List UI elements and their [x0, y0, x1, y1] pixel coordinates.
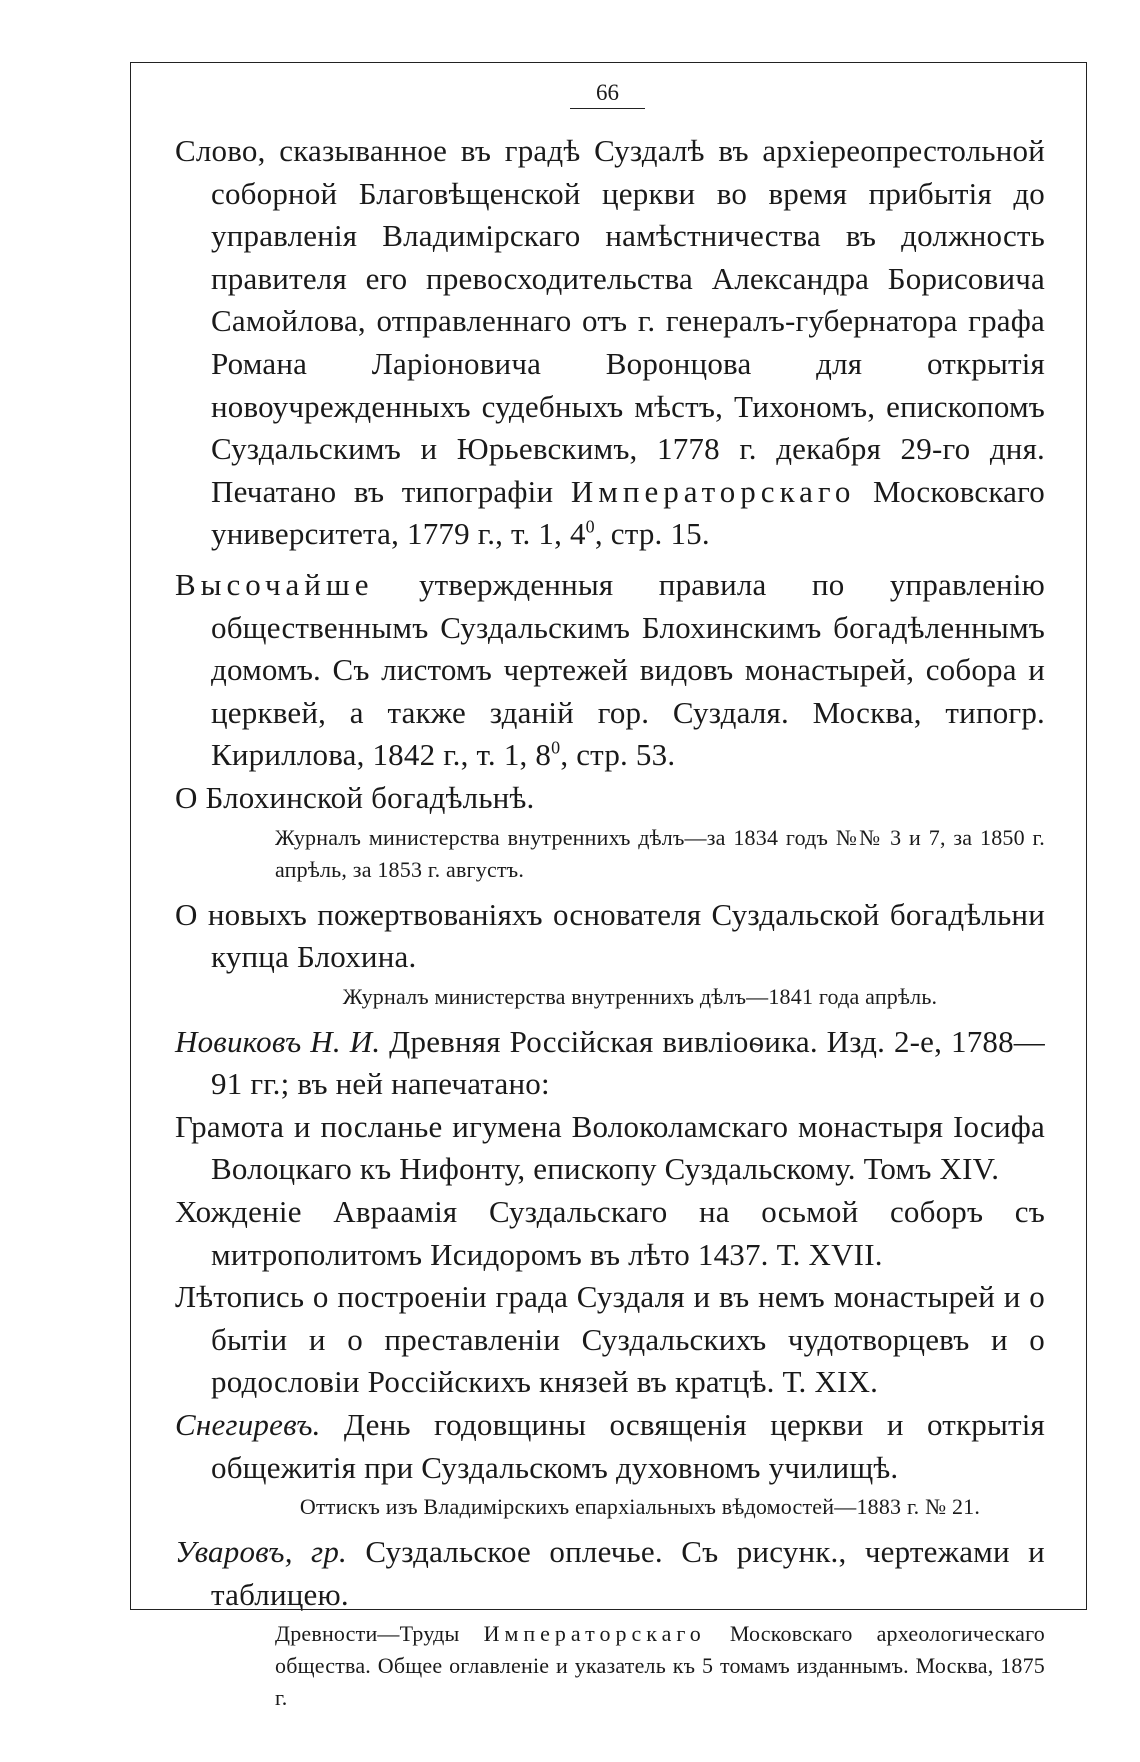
author-name: Новиковъ Н. И. [175, 1023, 381, 1059]
bibliography-list [175, 130, 1045, 1718]
page-number: 66 [570, 80, 645, 109]
bibliography-entry: Грамота и посланье игумена Волоколамскаго монастыря Іосифа Волоцкаго къ Нифонту, епископу Суздальскому. Томъ XIV. [175, 1108, 1045, 1187]
bibliography-note: Древности—Труды Императорскаго Московскаго археологическаго общества. Общее оглавленіе и указатель къ 5 томамъ изданнымъ. Москва, 1875 г. [275, 1621, 1045, 1711]
bibliography-entry: О Блохинской богадѣльнѣ. [175, 779, 535, 815]
bibliography-entry: Высочайше утвержденныя правила по управленію общественнымъ Суздальскимъ Блохинскимъ богадѣленнымъ домомъ. Съ листомъ чертежей видовъ монастырей, собора и церквей, а также зданій гор. Суздаля. Москва, типогр. Кириллова, 1842 г., т. 1, $8^0$, стр. 53. [175, 566, 1045, 773]
bibliography-entry: Хожденіе Авраамія Суздальскаго на осьмой соборъ съ митрополитомъ Исидоромъ въ лѣто 1437. Т. XVII. [175, 1194, 1045, 1272]
bibliography-entry: Слово, сказываннoe въ градѣ Суздалѣ въ архіереопрестольной соборной Благовѣщенской церкви во время прибытія до управленія Владимірскаго намѣстничества въ должность правителя его превосходительства Александра Борисовича Самойлова, отправленнаго отъ г. генералъ-губернатора графа Романа Ларіоновича Воронцова для открытія новоучрежденныхъ судебныхъ мѣстъ, Тихономъ, епископомъ Суздальскимъ и Юрьевскимъ, 1778 г. декабря 29-го дня. Печатано въ типографіи Императорскаго Московскаго университета, 1779 г., т. 1, $4^0$, стр. 15. [175, 133, 1045, 552]
bibliography-entry: Уваровъ, гр. Суздальское оплечье. Съ рисунк., чертежами и таблицею. [175, 1534, 1045, 1612]
bibliography-note: Оттискъ изъ Владимірскихъ епархіальныхъ вѣдомостей—1883 г. № 21. [299, 1494, 981, 1520]
author-name: Снегиревъ. [175, 1407, 321, 1443]
bibliography-note: Журналъ министерства внутреннихъ дѣлъ—за 1834 годъ №№ 3 и 7, за 1850 г. апрѣль, за 1853 г. августъ. [275, 824, 1045, 882]
bibliography-note: Журналъ министерства внутреннихъ дѣлъ—1841 года апрѣль. [342, 983, 938, 1009]
bibliography-entry: Снегиревъ. День годовщины освященія церкви и открытія общежитія при Суздальскомъ духовномъ училищѣ. [175, 1407, 1045, 1485]
bibliography-entry: О новыхъ пожертвованіяхъ основателя Суздальской богадѣльни купца Блохина. [175, 896, 1045, 975]
frame-top-rule [130, 62, 1087, 63]
author-name: Уваровъ, гр. [175, 1534, 347, 1570]
bibliography-entry: Новиковъ Н. И. Древняя Россійская вивліоѳика. Изд. 2-е, 1788—91 гг.; въ ней напечатано: [175, 1023, 1045, 1102]
bibliography-entry: Лѣтопись о построеніи града Суздаля и въ немъ монастырей и о бытіи и о преставленіи Суздальскихъ чудотворцевъ и о родословіи Россійскихъ князей въ кратцѣ. Т. XIX. [175, 1279, 1045, 1400]
